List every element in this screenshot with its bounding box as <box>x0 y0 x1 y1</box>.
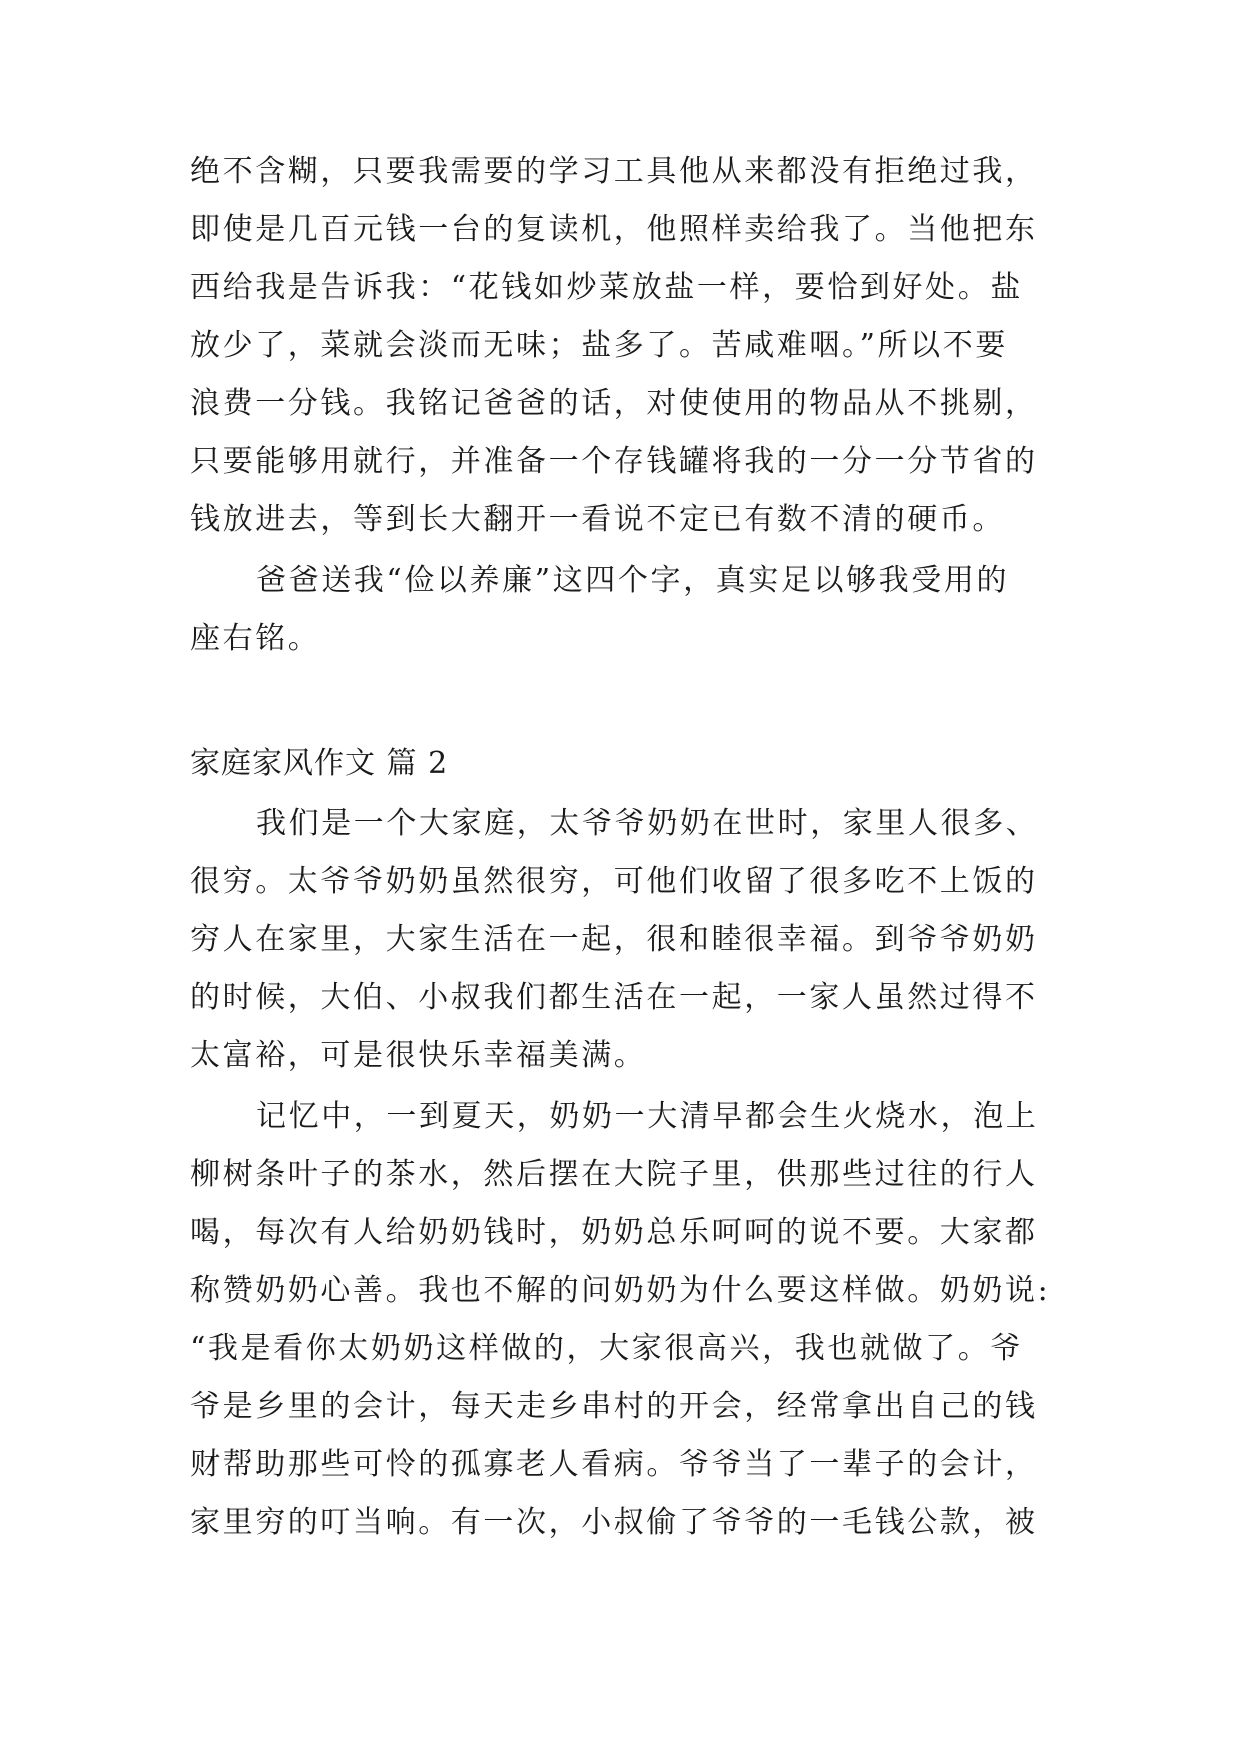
paragraph-line: 爷是乡里的会计，每天走乡串村的开会，经常拿出自己的钱 <box>190 1389 1038 1424</box>
paragraph-line: 爸爸送我“俭以养廉”这四个字，真实足以够我受用的 <box>256 563 1010 598</box>
paragraph-line: 我们是一个大家庭，太爷爷奶奶在世时，家里人很多、 <box>256 806 1039 841</box>
paragraph-line: 即使是几百元钱一台的复读机，他照样卖给我了。当他把东 <box>190 212 1038 247</box>
paragraph-line: 西给我是告诉我：“花钱如炒菜放盐一样，要恰到好处。盐 <box>190 270 1023 305</box>
paragraph-line: 绝不含糊，只要我需要的学习工具他从来都没有拒绝过我， <box>190 154 1038 189</box>
section-title: 家庭家风作文 篇 2 <box>190 746 449 781</box>
paragraph-line: 只要能够用就行，并准备一个存钱罐将我的一分一分节省的 <box>190 444 1038 479</box>
paragraph-line: 柳树条叶子的茶水，然后摆在大院子里，供那些过往的行人 <box>190 1157 1038 1192</box>
paragraph-line: 放少了，菜就会淡而无味；盐多了。苦咸难咽。”所以不要 <box>190 328 1008 363</box>
paragraph-line: 财帮助那些可怜的孤寡老人看病。爷爷当了一辈子的会计， <box>190 1447 1038 1482</box>
paragraph-line: 很穷。太爷爷奶奶虽然很穷，可他们收留了很多吃不上饭的 <box>190 864 1038 899</box>
paragraph-line: 太富裕，可是很快乐幸福美满。 <box>190 1038 647 1073</box>
paragraph-line: 钱放进去，等到长大翻开一看说不定已有数不清的硬币。 <box>190 502 1005 537</box>
paragraph-line: 记忆中，一到夏天，奶奶一大清早都会生火烧水，泡上 <box>256 1099 1039 1134</box>
paragraph-line: 家里穷的叮当响。有一次，小叔偷了爷爷的一毛钱公款，被 <box>190 1505 1038 1540</box>
paragraph-line: 喝，每次有人给奶奶钱时，奶奶总乐呵呵的说不要。大家都 <box>190 1215 1038 1250</box>
paragraph-line: 浪费一分钱。我铭记爸爸的话，对使使用的物品从不挑剔， <box>190 386 1038 421</box>
paragraph-line: 穷人在家里，大家生活在一起，很和睦很幸福。到爷爷奶奶 <box>190 922 1038 957</box>
paragraph-line: “我是看你太奶奶这样做的，大家很高兴，我也就做了。爷 <box>190 1331 1023 1366</box>
paragraph-line: 的时候，大伯、小叔我们都生活在一起，一家人虽然过得不 <box>190 980 1038 1015</box>
paragraph-line: 称赞奶奶心善。我也不解的问奶奶为什么要这样做。奶奶说: <box>190 1273 1051 1308</box>
paragraph-line: 座右铭。 <box>190 621 321 656</box>
